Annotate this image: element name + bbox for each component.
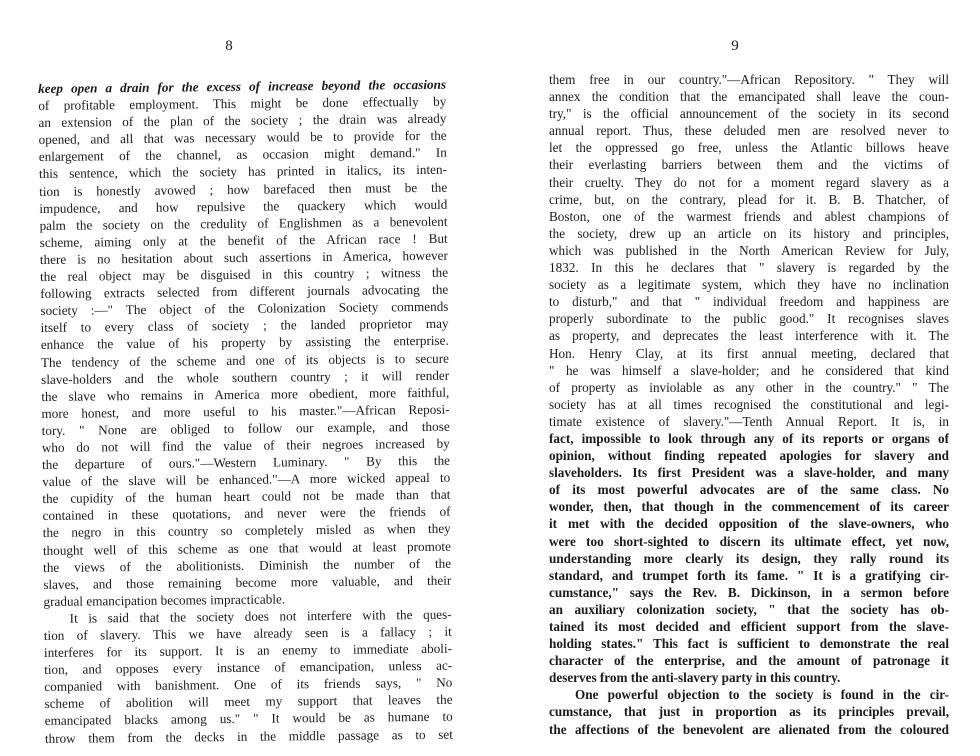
text-line: emancipated blacks among us." " It would be as humane to: [44, 709, 453, 729]
text-line: palm the society on the credulity of Englishmen as a benevolent: [39, 213, 448, 233]
text-line: understanding more clearly its design, they rally round its: [549, 550, 949, 566]
text-line: thought well of this scheme as one that would at least promote: [42, 538, 451, 558]
text-line: society has at all times recognised the constitutional and legi-: [549, 396, 949, 412]
text-line: an auxiliary colonization society, " that the society has ob-: [549, 601, 949, 617]
text-line: the departure of ours."—Western Luminary. " By this the: [41, 452, 451, 473]
text-line: cumstance," says the Rev. B. Dickinson, in a sermon before: [549, 584, 949, 600]
text-line: to disturb," and that " individual freedom and happiness are: [549, 294, 949, 310]
text-line: properly subordinate to the public good." It recognises slaves: [549, 311, 949, 327]
text-line: crime, but, on the contrary, plead for it. B. B. Thatcher, of: [549, 191, 949, 207]
text-line: as property, and deprecates the least interference with it. The: [549, 328, 949, 344]
text-line: keep open a drain for the excess of increase beyond the occasions: [38, 76, 447, 96]
right-page: [490, 0, 980, 756]
text-line: contained in these quotations, and never were the friends of: [42, 504, 451, 524]
text-line: the slave who remains in America more obedient, more faithful,: [41, 384, 450, 404]
text-line: tion, and opposes every instance of emancipation, unless ac-: [44, 657, 453, 678]
text-line: It is said that the society does not interfere with the ques-: [69, 606, 452, 626]
text-line: the real object may be disguised in this country ; witness the: [39, 264, 449, 285]
text-line: the negro in this country so completely misled as when they: [42, 521, 451, 541]
text-line: annual report. Thus, these deluded men are resolved never to: [549, 123, 949, 139]
text-line: tion is honestly avowed ; how barefaced then must be the: [39, 179, 448, 199]
text-line: impudence, and how repulsive the quackery which would: [39, 196, 448, 216]
text-line: The tendency of the scheme and one of its objects is to secure: [40, 350, 450, 370]
text-line: their everlasting barriers between them and the victims of: [549, 157, 949, 173]
text-line: them free in our country."—African Repository. " They will: [549, 72, 949, 87]
text-line: value of the slave will be enhanced."—A more wicked appeal to: [42, 469, 451, 490]
text-line: were too short-sighted to discern its ultimate effect, yet now,: [549, 533, 949, 549]
text-line: this sentence, which the society has printed in italics, its inten-: [38, 162, 448, 182]
text-line: of profitable employment. This might be done effectually by: [38, 93, 447, 114]
text-line: slave-holders and the whole southern country ; it will render: [41, 367, 450, 387]
text-line: of its most powerful advocates are of the same class. No: [549, 482, 949, 498]
text-line: slaves, and those remaining become more valuable, and their: [43, 572, 452, 592]
text-line: wonder, then, that though in the commencement of its career: [549, 499, 949, 515]
text-line: slaveholders. Its first President was a slave-holder, and many: [549, 465, 949, 481]
text-line: society as a legitimate system, which they have no inclination: [549, 277, 949, 293]
text-line: let the oppressed go free, unless the Atlantic billows heave: [549, 140, 949, 156]
bold-text-run: [549, 430, 949, 738]
text-line: tained its most decided and efficient support from the slave-: [549, 619, 949, 634]
text-line: timate existence of slavery."—Tenth Annual Report. It is, in: [549, 413, 949, 429]
text-line: throw them from the decks in the middle passage as to set: [44, 726, 453, 746]
page-number-right: 9: [731, 38, 739, 54]
text-line: an extension of the plan of the society ; the drain was already: [38, 110, 447, 131]
text-line: which was published in the North American Review for July,: [549, 242, 949, 258]
text-line: scheme, aiming only at the benefit of the African race ! But: [39, 230, 448, 250]
text-line: holding states." This fact is sufficient to demonstrate the real: [549, 636, 949, 652]
text-line: enlargement of the channel, as occasion might demand." In: [38, 145, 447, 165]
text-line: the affections of the benevolent are alienated from the coloured: [549, 721, 949, 737]
right-page-text: [549, 71, 949, 738]
text-line: the society, drew up an article on its history and principles,: [549, 225, 949, 241]
text-line: character of the enterprise, and the amount of patronage it: [549, 653, 949, 669]
text-line: tory. " None are obliged to follow our example, and those: [41, 418, 450, 438]
text-line: standard, and trumpet forth its fame. " It is a gratifying cir-: [549, 567, 949, 583]
text-line: interferes for its support. It is an enemy to immediate aboli-: [43, 640, 453, 661]
text-line: tion of slavery. This we have already seen is a fallacy ; it: [43, 623, 452, 643]
text-line: 1832. In this he declares that " slavery is regarded by the: [549, 260, 949, 276]
text-line: society :—" The object of the Colonization Society commends: [40, 298, 449, 319]
text-line: who do not will find the value of their negroes increased by: [41, 435, 450, 455]
text-line: more honest, and more useful to his master."—African Reposi-: [41, 401, 450, 421]
text-line: itself to every class of society ; the landed proprietor may: [40, 316, 449, 336]
text-line: there is no hesitation about such assertions in America, however: [39, 247, 448, 267]
text-line: fact, impossible to look through any of its reports or organs of: [549, 430, 949, 446]
text-line: try," is the official announcement of the society in its second: [549, 106, 949, 122]
text-line: companied with banishment. One of its friends says, " No: [44, 674, 453, 695]
text-line: it met with the decided opposition of the slave-owners, who: [549, 516, 949, 532]
text-line: cumstance, that just in proportion as its principles prevail,: [549, 704, 949, 720]
text-line: opened, and all that was necessary would be to provide for the: [38, 128, 447, 148]
text-line: enhance the value of his property by assisting the enterprise.: [40, 333, 449, 353]
text-line: " he was himself a slave-holder; and he considered that kind: [549, 362, 949, 378]
text-line: deserves from the anti-slavery party in this country.: [549, 670, 841, 686]
text-line: annex the condition that the emancipated shall leave the coun-: [549, 89, 949, 105]
text-line: following extracts selected from different journals advocating the: [40, 281, 449, 302]
text-line: scheme of abolition will meet my support that leaves the: [44, 692, 453, 712]
text-line: One powerful objection to the society is found in the cir-: [575, 687, 949, 703]
text-line: gradual emancipation becomes impracticable.: [43, 591, 286, 609]
text-line: opinion, without finding repeated apologies for slavery and: [549, 448, 949, 464]
text-line: of property as inviolable as any other in the country." " The: [549, 379, 949, 395]
text-line: the views of the abolitionists. Diminish the number of the: [43, 555, 452, 575]
left-page-text: [38, 76, 453, 747]
page-number-left: 8: [225, 38, 233, 54]
text-line: Hon. Henry Clay, at its first annual meeting, declared that: [549, 345, 949, 361]
text-line: the cupidity of the human heart could not be made than that: [42, 486, 451, 507]
text-line: Boston, one of the warmest friends and ablest champions of: [549, 208, 949, 224]
text-line: their cruelty. They do not for a moment regard slavery as a: [549, 174, 949, 190]
